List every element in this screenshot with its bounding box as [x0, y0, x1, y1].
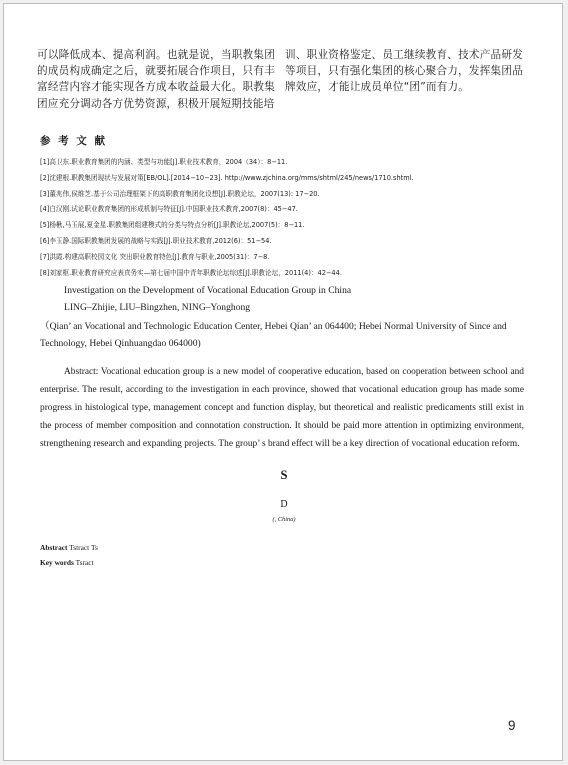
- reference-item: [2]沈建根.职教集团现状与发展对策[EB/OL].[2014−10−23]. http://www.zjchina.org/mms/shtml/245/news/1710.shtml.: [40, 173, 414, 182]
- document-page: [3, 3, 563, 761]
- reference-item: [6]李玉静.国际职教集团发展的战略与实践[J].职业技术教育,2012(6)：51−54.: [40, 236, 272, 245]
- reference-item: [4]白汉刚.试论职业教育集团的形成机制与特征[J].中国职业技术教育,2007(8)：45−47.: [40, 205, 298, 214]
- english-affiliation: （Qian’ an Vocational and Technologic Education Center, Hebei Qian’ an 064400; Hebei Normal University of Since and Technology, Hebei Qinhuangdao 064000): [40, 321, 507, 349]
- references-list: [40, 155, 520, 281]
- chinese-column-left: [37, 47, 275, 112]
- residual-abstract-line: [40, 543, 98, 552]
- chinese-paragraph-left: 可以降低成本、提高利润。也就是说，当职教集团的成员构成确定之后，就要拓展合作项目，只有丰富经营内容才能实现各方成本收益最大化。职教集团应充分调动各方优势资源，积极开展短期技能培: [37, 49, 275, 110]
- reference-item: [8]刘家枢.职业教育研究应表真务实—第七届中国中青年职教论坛综述[J].职教论坛，2011(4)：42−44.: [40, 268, 342, 277]
- residual-keywords-line: [40, 558, 94, 567]
- page-number: 9: [508, 718, 516, 733]
- chinese-column-right: [285, 47, 523, 96]
- residual-heading-s: S: [280, 468, 288, 482]
- keywords-label: Key words: [40, 558, 74, 567]
- reference-item: [3]董兆伟,侯维芝.基于公司治理框架下的高职教育集团化设想[J].职教论坛，2007(13): 17−20.: [40, 189, 320, 198]
- reference-item: [7]洪霞.构建高职校园文化 突出职业教育特色[J].教育与职业,2005(31)：7−8.: [40, 252, 270, 261]
- reference-item: [1]高卫东.职业教育集团的内涵、类型与功能[J].职业技术教育，2004（34）：8−11.: [40, 158, 288, 166]
- chinese-paragraph-right: 训、职业资格鉴定、员工继续教育、技术产品研发等项目，只有强化集团的核心聚合力，发挥集团品牌效应，才能让成员单位“团”而有力。: [285, 49, 523, 94]
- residual-affiliation: (, China): [272, 516, 296, 523]
- english-title: Investigation on the Development of Vocational Education Group in China: [64, 285, 352, 296]
- abstract-value: Tstract Ts: [69, 543, 98, 552]
- keywords-value: Tsract: [75, 558, 94, 567]
- residual-heading-d: D: [280, 499, 288, 510]
- english-authors: LING–Zhijie, LIU–Bingzhen, NING–Yonghong: [64, 302, 251, 313]
- abstract-label: Abstract: [40, 543, 68, 552]
- references-heading: 参 考 文 献: [40, 135, 107, 147]
- english-abstract: Abstract: Vocational education group is a new model of cooperative education, based on cooperation between school and enterprise. The result, according to the investigation in each province, showed that vocational education group has made some progress in histological type, management concept and function display, but theoretical and realistic predicaments still exist in the process of member composition and connotation construction. It should be paid more attention in optimizing environment, strengthening research and expanding projects. The group’ s brand effect will be a key direction of vocational education reform.: [40, 367, 524, 449]
- reference-item: [5]杨楸,马玉展,夏金星.职教集团组建模式的分类与特点分析[J].职教论坛,2007(5)：8−11.: [40, 221, 305, 230]
